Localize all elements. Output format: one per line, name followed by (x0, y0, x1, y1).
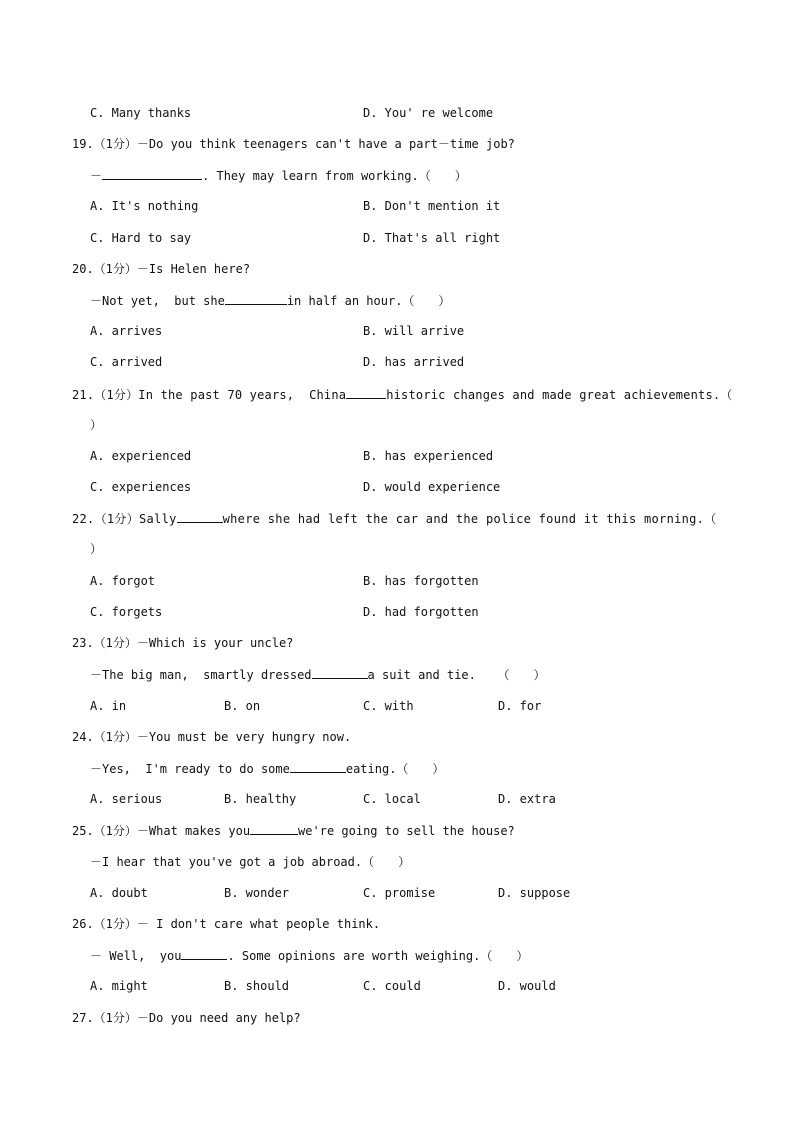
q23-reply-start: －The big man, smartly dressed (90, 668, 312, 682)
q21-stem-end: historic changes and made great achievements.（ (386, 388, 733, 402)
q27-stem: 27.（1分）－Do you need any help? (72, 1011, 301, 1025)
q26-option-c: C. could (363, 979, 421, 993)
q18-option-c: C. Many thanks (90, 106, 192, 120)
q22-stem-start: 22.（1分）Sally (72, 512, 177, 526)
q22-option-a: A. forgot (90, 574, 156, 588)
q21-option-c: C. experiences (90, 480, 192, 494)
q23-option-c: C. with (363, 699, 414, 713)
q26-stem: 26.（1分）－ I don't care what people think. (72, 917, 381, 931)
q26-option-b: B. should (224, 979, 290, 993)
q21-option-d: D. would experience (363, 480, 501, 494)
q23-reply (90, 667, 546, 681)
q24-reply-end: eating.（ ） (345, 762, 445, 776)
q23-blank (312, 667, 368, 679)
q25-stem-start: 25.（1分）－What makes you (72, 824, 251, 838)
q20-blank (225, 293, 287, 305)
q19-reply-end: . They may learn from working.（ ） (202, 169, 467, 183)
q19-reply (90, 168, 467, 182)
q24-option-a: A. serious (90, 792, 163, 806)
q22-stem-end: where she had left the car and the police found it this morning.（ (222, 512, 717, 526)
q24-option-c: C. local (363, 792, 421, 806)
q21-stem (72, 387, 733, 401)
q18-option-d: D. You' re welcome (363, 106, 494, 120)
q20-reply-end: in half an hour.（ ） (286, 294, 451, 308)
q22-option-b: B. has forgotten (363, 574, 479, 588)
q23-reply-end: a suit and tie. （ ） (367, 668, 546, 682)
q22-stem-close: ） (90, 542, 103, 556)
q24-blank (290, 761, 346, 773)
q26-option-d: D. would (498, 979, 556, 993)
q23-option-b: B. on (224, 699, 261, 713)
q25-option-a: A. doubt (90, 886, 148, 900)
q25-option-c: C. promise (363, 886, 436, 900)
q24-stem: 24.（1分）－You must be very hungry now. (72, 730, 352, 744)
q24-reply (90, 761, 444, 775)
q25-reply: －I hear that you've got a job abroad.（ ） (90, 855, 411, 869)
q20-reply (90, 293, 450, 307)
q20-option-c: C. arrived (90, 355, 163, 369)
q23-stem: 23.（1分）－Which is your uncle? (72, 636, 294, 650)
q26-reply-start: － Well, you (90, 949, 182, 963)
q19-option-d: D. That's all right (363, 231, 501, 245)
q26-blank (181, 948, 227, 960)
q24-option-b: B. healthy (224, 792, 297, 806)
q25-stem (72, 823, 515, 837)
q19-option-c: C. Hard to say (90, 231, 192, 245)
q19-reply-start: － (90, 169, 103, 183)
q19-option-a: A. It's nothing (90, 199, 199, 213)
q21-blank (346, 387, 386, 399)
q24-reply-start: －Yes, I'm ready to do some (90, 762, 290, 776)
q20-stem: 20.（1分）－Is Helen here? (72, 262, 251, 276)
q21-stem-start: 21.（1分）In the past 70 years, China (72, 388, 347, 402)
q20-reply-start: －Not yet, but she (90, 294, 225, 308)
q24-option-d: D. extra (498, 792, 556, 806)
q19-option-b: B. Don't mention it (363, 199, 501, 213)
q22-blank (177, 511, 223, 523)
q25-blank (250, 823, 298, 835)
q19-stem: 19.（1分）－Do you think teenagers can't have a part－time job? (72, 137, 515, 151)
q20-option-b: B. will arrive (363, 324, 465, 338)
q23-option-d: D. for (498, 699, 542, 713)
q21-stem-close: ） (90, 418, 103, 432)
q25-stem-end: we're going to sell the house? (298, 824, 515, 838)
q23-option-a: A. in (90, 699, 127, 713)
q20-option-d: D. has arrived (363, 355, 465, 369)
q21-option-a: A. experienced (90, 449, 192, 463)
q19-blank (102, 168, 202, 180)
q25-option-b: B. wonder (224, 886, 290, 900)
q26-reply (90, 948, 528, 962)
q21-option-b: B. has experienced (363, 449, 494, 463)
q26-option-a: A. might (90, 979, 148, 993)
q20-option-a: A. arrives (90, 324, 163, 338)
q22-stem (72, 511, 717, 525)
q26-reply-end: . Some opinions are worth weighing.（ ） (227, 949, 529, 963)
q22-option-d: D. had forgotten (363, 605, 479, 619)
q25-option-d: D. suppose (498, 886, 571, 900)
q22-option-c: C. forgets (90, 605, 163, 619)
